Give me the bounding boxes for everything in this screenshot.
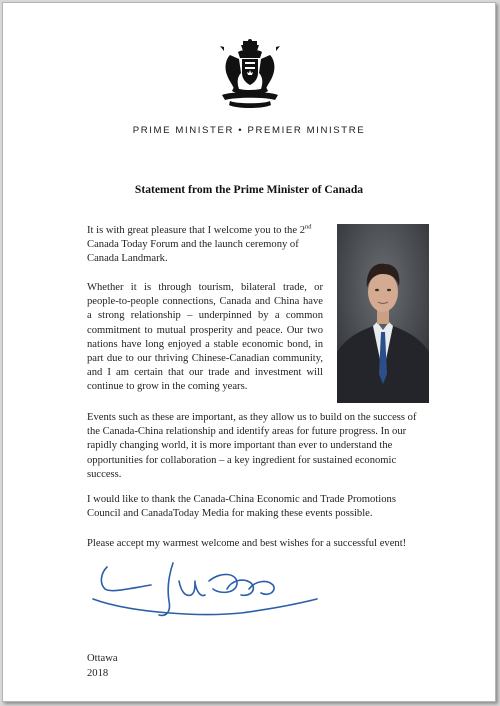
- paragraph-welcome: [87, 224, 323, 267]
- paragraph-thanks: I would like to thank the Canada-China Economic and Trade Promotions Council and CanadaToday Media for making these events possible.: [87, 494, 396, 520]
- signoff-block: [87, 652, 118, 681]
- prime-minister-portrait: [337, 224, 429, 403]
- paragraph-events: Events such as these are important, as they allow us to build on the success of the Canada-China relationship and identify areas for future progress. In our rapidly changing world, it is more important than ever to understand the opportunities for collaboration – a key ingredient for sustained economic success.: [87, 412, 417, 480]
- letter-page: [2, 2, 496, 702]
- paragraph-relationship: Whether it is through tourism, bilateral trade, or people-to-people connections, Canada and China have a strong relationship – underpinned by a common commitment to mutual prosperity and peace. Our two nations have long enjoyed a stable economic bond, in part due to our thriving Chinese-Canadian community, and I am certain that our trade and investment will continue to grow in the coming years.: [87, 282, 323, 393]
- signature-image: [91, 559, 321, 621]
- paragraph-welcome-end: Canada Today Forum and the launch ceremony of Canada Landmark.: [87, 239, 299, 265]
- paragraph-closing: Please accept my warmest welcome and best wishes for a successful event!: [87, 538, 407, 549]
- ordinal-suffix: nd: [305, 223, 312, 231]
- paragraph-welcome-start: It is with great pleasure that I welcome you to the 2: [87, 225, 305, 236]
- signoff-city: Ottawa: [87, 653, 118, 664]
- statement-heading: Statement from the Prime Minister of Canada: [134, 183, 364, 196]
- office-title: PRIME MINISTER • PREMIER MINISTRE: [132, 125, 366, 136]
- portrait-illustration: [337, 224, 429, 403]
- signoff-year: 2018: [87, 667, 109, 679]
- coat-of-arms-icon: [208, 39, 292, 113]
